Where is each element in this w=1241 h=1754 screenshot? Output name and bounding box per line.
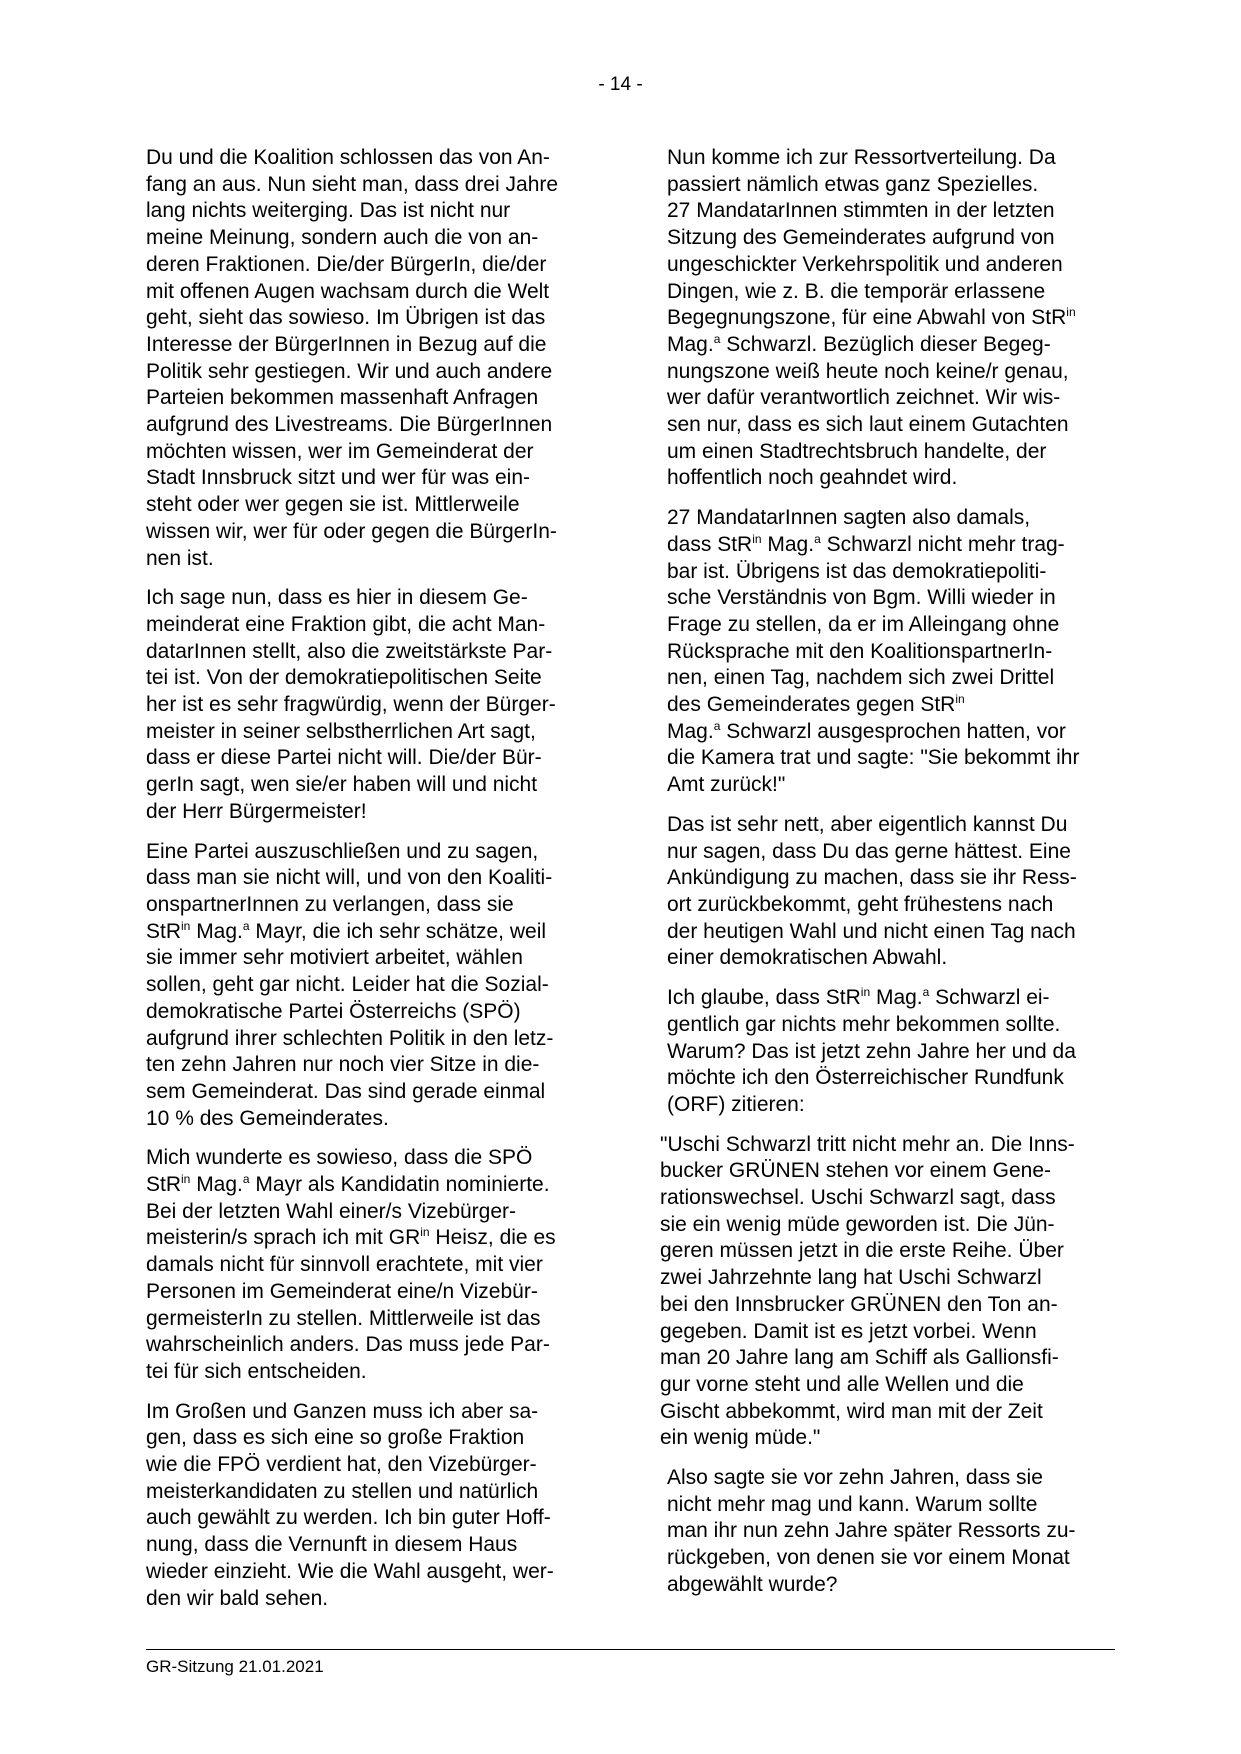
quotation: "Uschi Schwarzl tritt nicht mehr an. Die Inns- bucker GRÜNEN stehen vor einem Gene- rationswechsel. Uschi Schwarzl sagt, dass sie ein wenig müde geworden ist. Die Jün- geren müssen jetzt in die erste Reihe. Über zwei Jahrzehnte lang hat Uschi Schwarzl bei den Innsbrucker GRÜNEN den Ton an- gegeben. Damit ist es jetzt vorbei. Wenn man 20 Jahre lang am Schiff als Gallionsfi- gur vorne steht und alle Wellen und die Gischt abbekommt, wird man mit der Zeit ein wenig müde."	[660, 1132, 1075, 1450]
paragraph: Das ist sehr nett, aber eigentlich kannst Du nur sagen, dass Du das gerne hättest. Eine Ankündigung zu machen, dass sie ihr Ress- ort zurückbekommt, geht frühestens nach der heutigen Wahl und nicht einen Tag nach einer demokratischen Abwahl.	[667, 812, 1077, 970]
superscript-a: a	[242, 1172, 250, 1187]
text-run: Mag.	[190, 919, 243, 943]
superscript-a: a	[814, 531, 821, 546]
text-run: Mag.	[870, 986, 923, 1010]
superscript-in: in	[181, 1172, 191, 1187]
right-column	[660, 145, 1127, 1612]
page-number: - 14 -	[598, 74, 643, 95]
text-run: Mag.	[667, 332, 714, 356]
superscript-in: in	[420, 1225, 430, 1240]
text-run: Schwarzl ei- gentlich gar nichts mehr bekommen sollte. Warum? Das ist jetzt zehn Jahre her und da möchte ich den Österreichischer Rundfunk (ORF) zitieren:	[667, 986, 1076, 1116]
superscript-in: in	[181, 918, 191, 933]
text-run: Nun komme ich zur Ressortverteilung. Da passiert nämlich etwas ganz Spezielles. 27 MandatarInnen stimmten in der letzten Sitzung des Gemeinderates aufgrund von ungeschickter Verkehrspolitik und anderen Dingen, wie z. B. die temporär erlassene Begegnungszone, für eine Abwahl von StR	[667, 146, 1067, 330]
text-run: 27 MandatarInnen sagten also damals, dass StR	[667, 506, 1031, 556]
text-run: Schwarzl ausgesprochen hatten, vor die Kamera trat und sagte: "Sie bekommt ihr Amt zurück!"	[667, 719, 1080, 797]
text-run: Eine Partei auszuschließen und zu sagen, dass man sie nicht will, und von den Koaliti- onspartnerInnen zu verlangen, dass sie StR	[146, 839, 553, 943]
paragraph	[146, 839, 606, 1133]
left-column	[146, 145, 606, 1625]
paragraph: Du und die Koalition schlossen das von An- fang an aus. Nun sieht man, dass drei Jahre lang nichts weiterging. Das ist nicht nur meine Meinung, sondern auch die von an- deren Fraktionen. Die/der BürgerIn, die/der mit offenen Augen wachsam durch die Welt geht, sieht das sowieso. Im Übrigen ist das Interesse der BürgerInnen in Bezug auf die Politik sehr gestiegen. Wir und auch andere Parteien bekommen massenhaft Anfragen aufgrund des Livestreams. Die BürgerInnen möchten wissen, wer im Gemeinderat der Stadt Innsbruck sitzt und wer für was ein- steht oder wer gegen sie ist. Mittlerweile wissen wir, wer für oder gegen die BürgerIn- nen ist.	[146, 146, 559, 570]
superscript-a: a	[242, 918, 250, 933]
superscript-in: in	[1066, 305, 1076, 320]
footer-session-date: GR-Sitzung 21.01.2021	[146, 1657, 324, 1676]
text-run: Heisz, die es damals nicht für sinnvoll erachtete, mit vier Personen im Gemeinderat eine/n Vizebür- germeisterIn zu stellen. Mittlerweile ist das wahrscheinlich anders. Das muss jede Par- tei für sich entscheiden.	[146, 1226, 556, 1383]
text-run: Schwarzl nicht mehr trag- bar ist. Übrigens ist das demokratiepoliti- sche Verständnis von Bgm. Willi wieder in Frage zu stellen, da er im Alleingang ohne Rücksprache mit den KoalitionspartnerIn- nen, einen Tag, nachdem sich zwei Drittel des Gemeinderates gegen StR	[667, 532, 1065, 717]
superscript-in: in	[860, 985, 871, 1000]
superscript-in: in	[955, 692, 965, 707]
text-run: Mich wunderte es sowieso, dass die SPÖ StR	[146, 1146, 533, 1197]
footer-divider	[146, 1649, 1115, 1650]
paragraph: Also sagte sie vor zehn Jahren, dass sie nicht mehr mag und kann. Warum sollte man ihr nun zehn Jahre später Ressorts zu- rückgeben, von denen sie vor einem Monat abgewählt wurde?	[667, 1466, 1076, 1596]
paragraph	[146, 1145, 606, 1385]
superscript-a: a	[922, 985, 930, 1000]
text-run: Mayr, die ich sehr schätze, weil sie immer sehr motiviert arbeitet, wählen sollen, geht gar nicht. Leider hat die Sozial- demokratische Partei Österreichs (SPÖ) aufgrund ihrer schlechten Politik in den letz- ten zehn Jahren nur noch vier Sitze in die- sem Gemeinderat. Das sind gerade einmal 10 % des Gemeinderates.	[146, 919, 554, 1130]
superscript-a: a	[713, 718, 721, 733]
paragraph: Ich sage nun, dass es hier in diesem Ge- meinderat eine Fraktion gibt, die acht Man- datarInnen stellt, also die zweitstärkste Par- tei ist. Von der demokratiepolitischen Seite her ist es sehr fragwürdig, wenn der Bürger- meister in seiner selbstherrlichen Art sagt, dass er diese Partei nicht will. Die/der Bür- gerIn sagt, wen sie/er haben will und nicht der Herr Bürgermeister!	[146, 586, 556, 823]
paragraph	[667, 505, 1127, 799]
paragraph: Im Großen und Ganzen muss ich aber sa- gen, dass es sich eine so große Fraktion wie die FPÖ verdient hat, den Vizebürger- meisterkandidaten zu stellen und natürlich auch gewählt zu werden. Ich bin guter Hoff- nung, dass die Vernunft in diesem Haus wieder einzieht. Wie die Wahl ausgeht, wer- den wir bald sehen.	[146, 1399, 554, 1610]
paragraph	[667, 145, 1127, 492]
text-run: Mayr als Kandidatin nominierte. Bei der letzten Wahl einer/s Vizebürger- meisterin/s sprach ich mit GR	[146, 1173, 550, 1250]
superscript-a: a	[713, 331, 721, 346]
text-run: Ich glaube, dass StR	[667, 986, 861, 1010]
superscript-in: in	[752, 531, 762, 546]
text-run: Mag.	[761, 532, 815, 556]
paragraph	[667, 985, 1127, 1119]
text-run: Mag.	[190, 1173, 243, 1197]
text-run: Mag.	[667, 719, 714, 743]
text-run: Schwarzl. Bezüglich dieser Begeg- nungszone weiß heute noch keine/r genau, wer dafür verantwortlich zeichnet. Wir wis- sen nur, dass es sich laut einem Gutachten um einen Stadtrechtsbruch handelte, der hoffentlich noch geahndet wird.	[667, 332, 1069, 490]
